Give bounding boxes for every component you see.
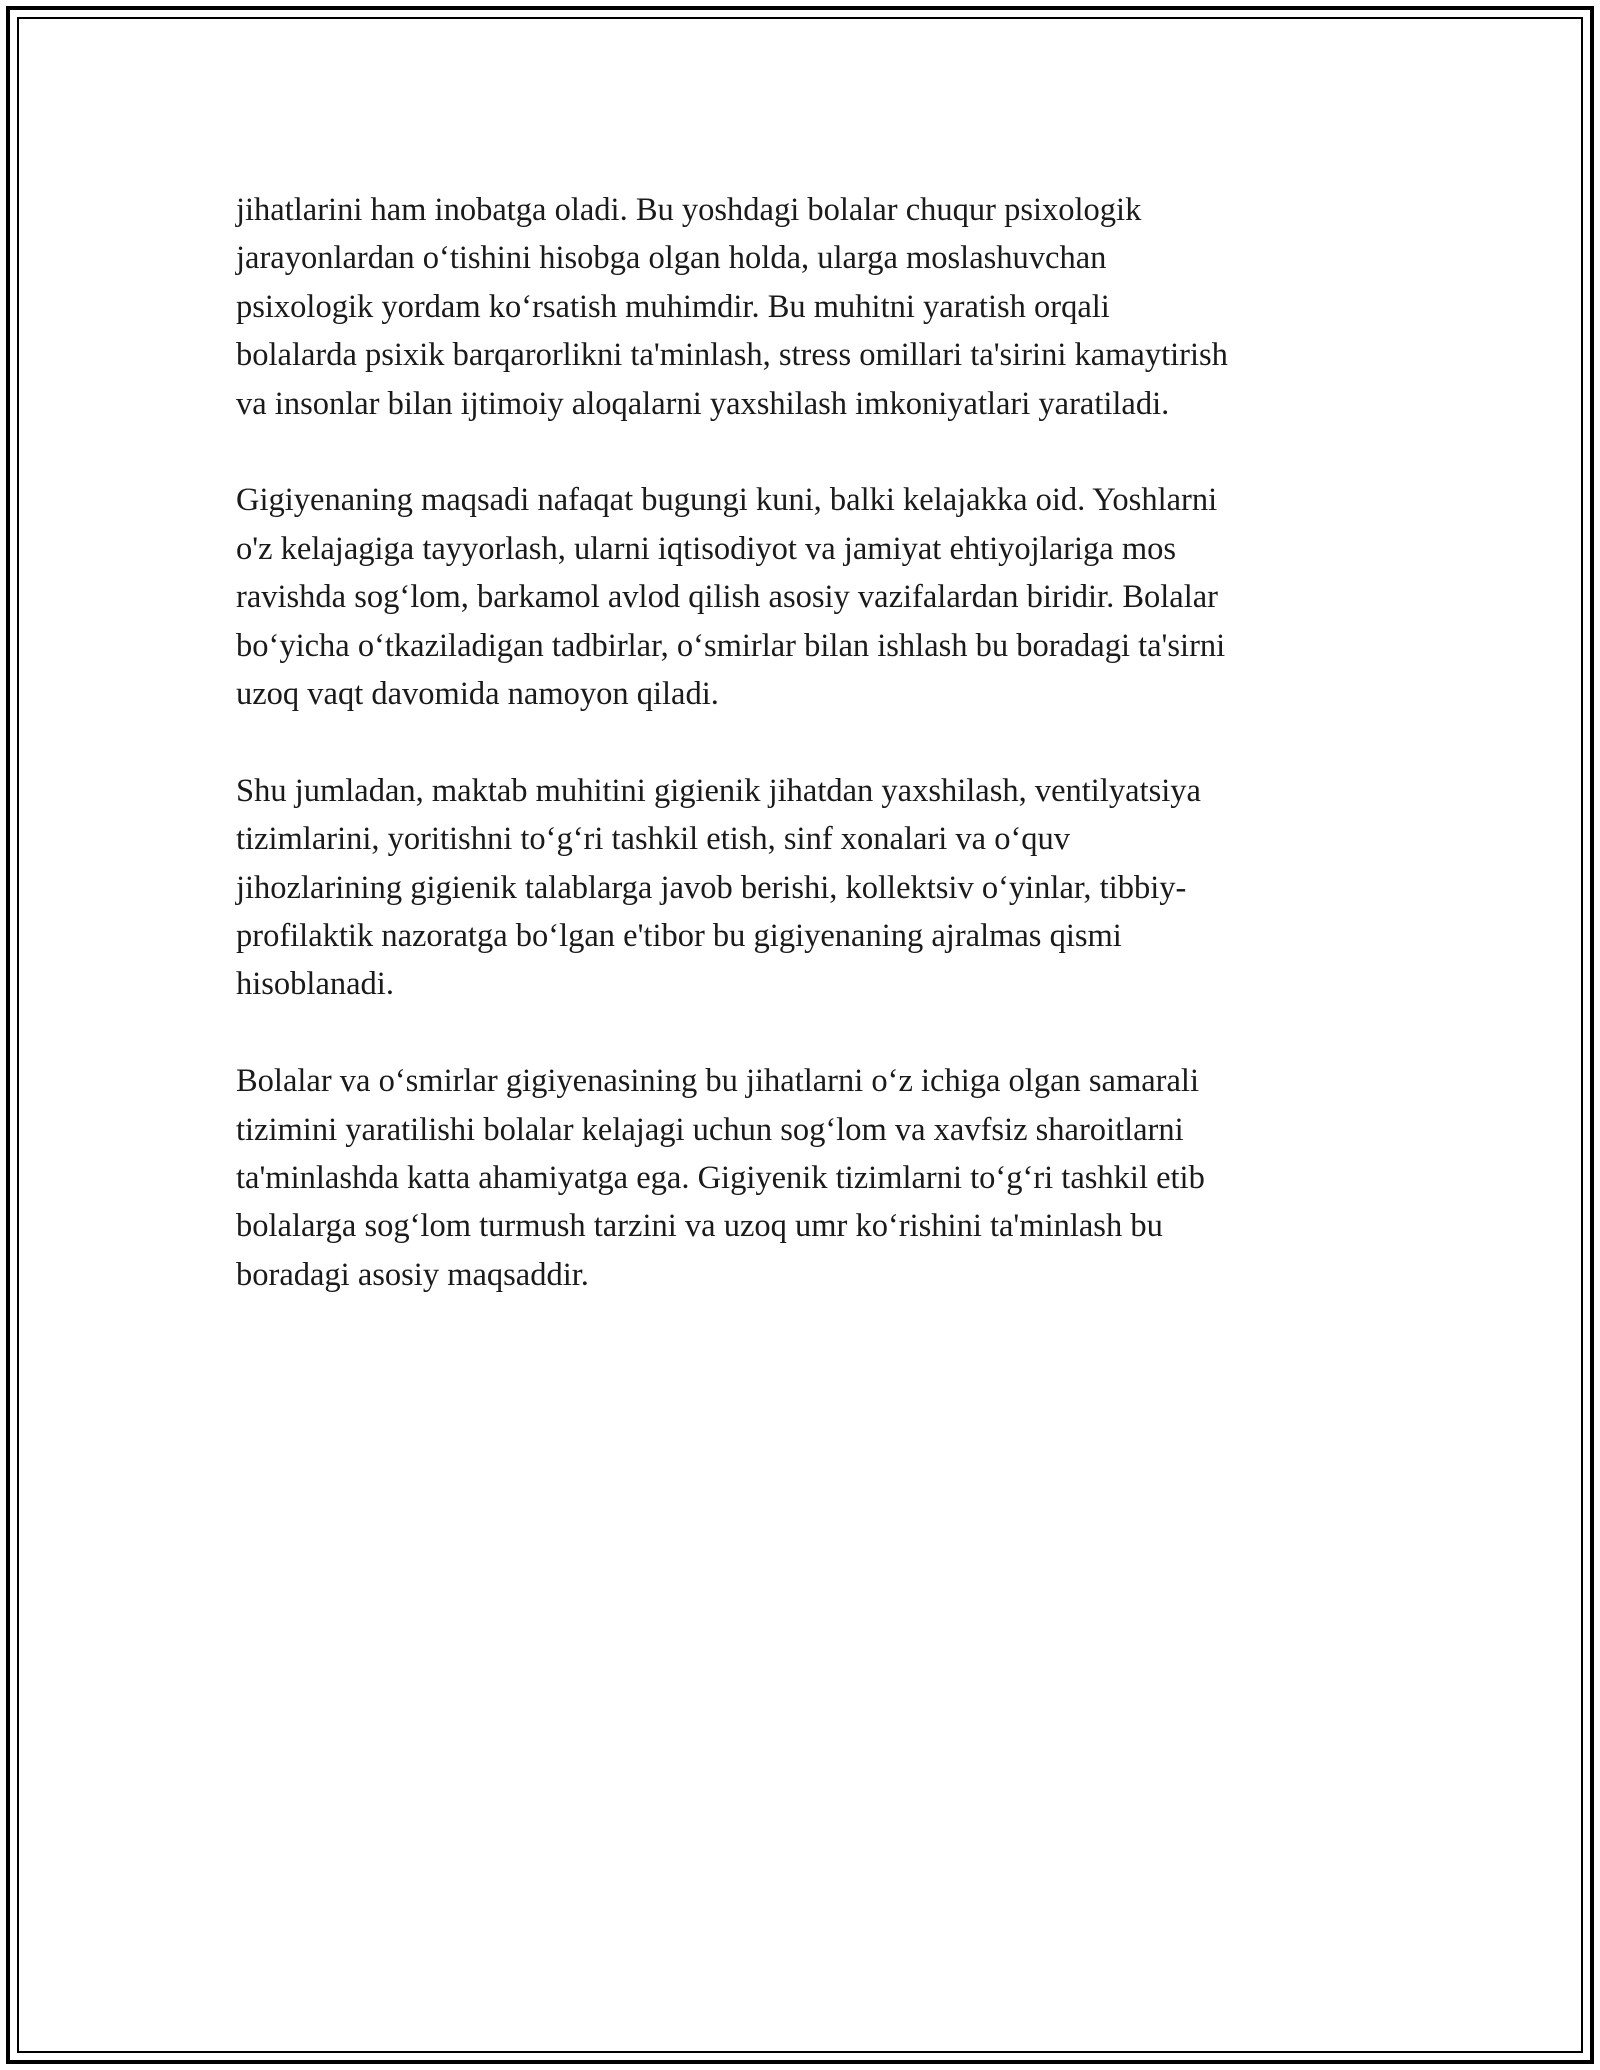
- paragraph: Gigiyenaning maqsadi nafaqat bugungi kuni, balki kelajakka oid. Yoshlarni o'z kelajagiga tayyorlash, ularni iqtisodiyot va jamiyat ehtiyojlariga mos ravishda sog‘lom, barkamol avlod qilish asosiy vazifalardan biridir. Bolalar bo‘yicha o‘tkaziladigan tadbirlar, o‘smirlar bilan ishlash bu boradagi ta'sirni uzoq vaqt davomida namoyon qiladi.: [236, 482, 1226, 713]
- document-body: [236, 186, 1366, 1348]
- paragraph: Shu jumladan, maktab muhitini gigienik jihatdan yaxshilash, ventilyatsiya tizimlarini, yoritishni to‘g‘ri tashkil etish, sinf xonalari va o‘quv jihozlarining gigienik talablarga javob berishi, kollektsiv o‘yinlar, tibbiy- profilaktik nazoratga bo‘lgan e'tibor bu gigiyenaning ajralmas qismi hisoblanadi.: [236, 772, 1201, 1003]
- paragraph: Bolalar va o‘smirlar gigiyenasining bu jihatlarni o‘z ichiga olgan samarali tizimini yaratilishi bolalar kelajagi uchun sog‘lom va xavfsiz sharoitlarni ta'minlashda katta ahamiyatga ega. Gigiyenik tizimlarni to‘g‘ri tashkil etib bolalarga sog‘lom turmush tarzini va uzoq umr ko‘rishini ta'minlash bu boradagi asosiy maqsaddir.: [236, 1063, 1205, 1293]
- paragraph: jihatlarini ham inobatga oladi. Bu yoshdagi bolalar chuqur psixologik jarayonlardan o‘tishini hisobga olgan holda, ularga moslashuvchan psixologik yordam ko‘rsatish muhimdir. Bu muhitni yaratish orqali bolalarda psixik barqarorlikni ta'minlash, stress omillari ta'sirini kamaytirish va insonlar bilan ijtimoiy aloqalarni yaxshilash imkoniyatlari yaratiladi.: [236, 192, 1228, 422]
